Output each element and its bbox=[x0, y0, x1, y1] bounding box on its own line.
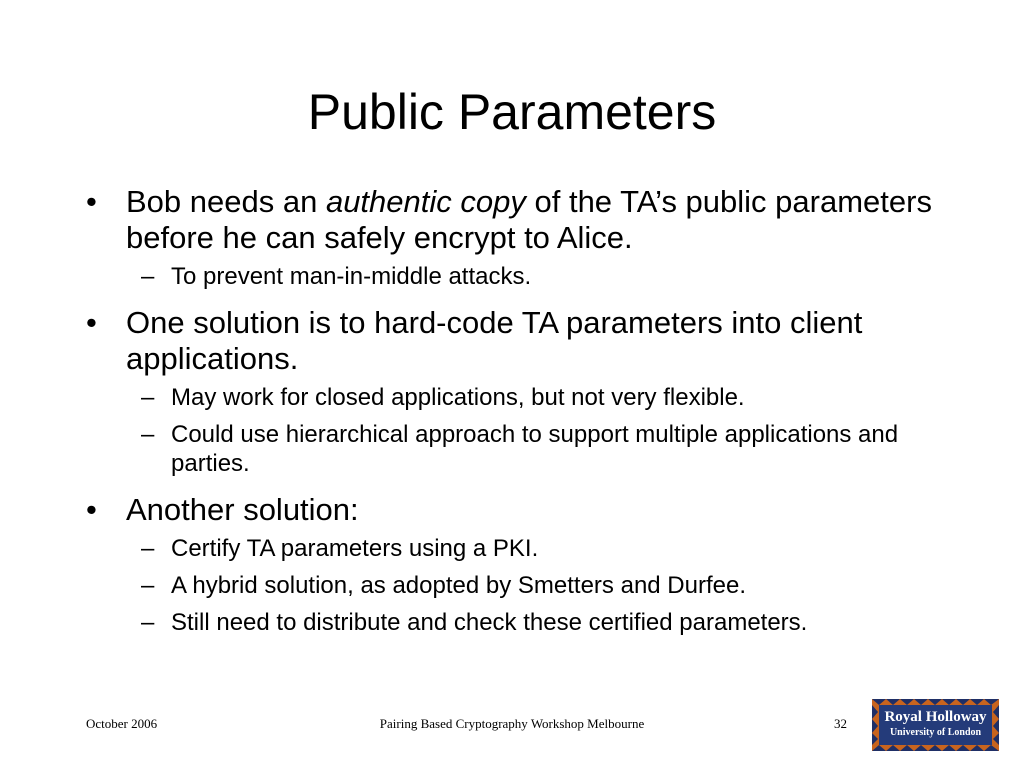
sub-bullet-2-2 bbox=[86, 420, 966, 478]
sub-bullet-marker: – bbox=[141, 535, 155, 562]
bullet-3-text: Another solution: bbox=[126, 492, 359, 527]
sub-bullet-text: Still need to distribute and check these certified parameters. bbox=[171, 609, 808, 636]
sub-bullet-3-3 bbox=[86, 608, 966, 637]
bullet-marker: • bbox=[86, 492, 97, 527]
sub-bullet-1-1 bbox=[86, 262, 966, 291]
bullet-marker: • bbox=[86, 305, 97, 340]
footer-date: October 2006 bbox=[86, 716, 158, 731]
bullet-marker: • bbox=[86, 184, 97, 219]
sub-bullet-2-1 bbox=[86, 383, 966, 412]
sub-bullet-marker: – bbox=[141, 572, 155, 599]
royal-holloway-logo bbox=[872, 699, 999, 751]
sub-bullet-text: May work for closed applications, but not very flexible. bbox=[171, 384, 745, 411]
bullet-2 bbox=[86, 305, 966, 377]
sub-bullet-text: To prevent man-in-middle attacks. bbox=[171, 263, 532, 290]
sub-bullet-marker: – bbox=[141, 263, 155, 290]
sub-bullet-3-1 bbox=[86, 534, 966, 563]
bullet-1-text-end: of the TA’s public parameters before he can safely encrypt to Alice. bbox=[126, 184, 932, 255]
bullet-2-text: One solution is to hard-code TA parameters into client applications. bbox=[126, 305, 863, 376]
sub-bullet-text: Could use hierarchical approach to support multiple applications and parties. bbox=[171, 421, 899, 477]
sub-bullet-text: A hybrid solution, as adopted by Smetters and Durfee. bbox=[171, 572, 747, 599]
sub-bullet-text: Certify TA parameters using a PKI. bbox=[171, 535, 539, 562]
bullet-1-emphasis: authentic copy bbox=[325, 184, 526, 219]
logo-field bbox=[879, 705, 992, 745]
logo-line-1: Royal Holloway bbox=[884, 709, 987, 725]
sub-bullet-marker: – bbox=[141, 421, 155, 448]
slide-content bbox=[86, 184, 966, 637]
sub-bullet-marker: – bbox=[141, 609, 155, 636]
bullet-1 bbox=[86, 184, 966, 256]
slide-title: Public Parameters bbox=[307, 84, 717, 140]
sub-bullet-3-2 bbox=[86, 571, 966, 600]
footer-event: Pairing Based Cryptography Workshop Melbourne bbox=[379, 716, 645, 731]
sub-bullet-marker: – bbox=[141, 384, 155, 411]
logo-line-2: University of London bbox=[889, 727, 982, 738]
footer-page-number: 32 bbox=[834, 716, 847, 731]
bullet-1-text-start: Bob needs an bbox=[126, 184, 326, 219]
bullet-3 bbox=[86, 492, 966, 528]
